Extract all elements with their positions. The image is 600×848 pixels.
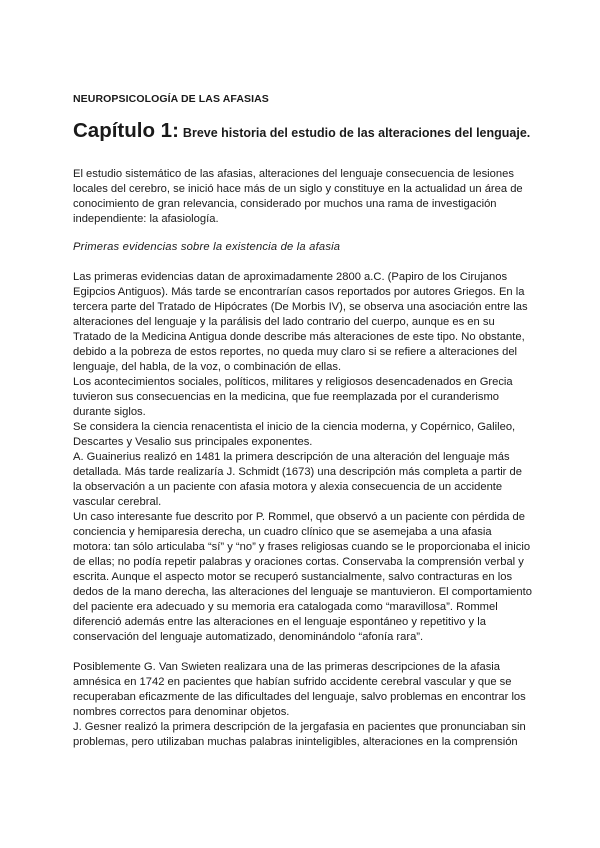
text-line: tercera parte del Tratado de Hipócrates (De Morbis IV), se observa una asociación entre las	[73, 301, 528, 313]
text-line: escrita. Aunque el aspecto motor se recuperó sustancialmente, salvo contracturas en los	[73, 571, 513, 583]
text-line: vascular cerebral.	[73, 496, 162, 508]
text-line: recuperaban eficazmente de las dificultades del lenguaje, salvo problemas en encontrar los	[73, 691, 526, 703]
text-line: A. Guainerius realizó en 1481 la primera descripción de una alteración del lenguaje más	[73, 451, 510, 463]
text-line: amnésica en 1742 en pacientes que habían sufrido accidente cerebral vascular y que se	[73, 676, 512, 688]
text-line: El estudio sistemático de las afasias, alteraciones del lenguaje consecuencia de lesiones	[73, 168, 514, 180]
text-line: lenguaje, del habla, de la voz, o combinación de ellas.	[73, 361, 342, 373]
text-line: conciencia y hemiparesia derecha, un cuadro clínico que se asemejaba a una afasia	[73, 526, 492, 538]
text-line: Se considera la ciencia renacentista el inicio de la ciencia moderna, y Copérnico, Galileo,	[73, 421, 516, 433]
text-line: independiente: la afasiología.	[73, 213, 219, 225]
intro-paragraph	[73, 167, 533, 227]
text-line: tuvieron sus consecuencias en la medicina, que fue reemplazada por el curanderismo	[73, 391, 499, 403]
chapter-title: Breve historia del estudio de las alteraciones del lenguaje.	[182, 126, 531, 140]
text-line: locales del cerebro, se inició hace más de un siglo y constituye en la actualidad un área de	[73, 183, 523, 195]
body-text	[73, 270, 533, 645]
text-line: Un caso interesante fue descrito por P. Rommel, que observó a un paciente con pérdida de	[73, 511, 525, 523]
text-line: nombres correctos para denominar objetos.	[73, 706, 290, 718]
closing-text	[73, 660, 533, 750]
text-line: motora: tan sólo articulaba “sí” y “no” y frases religiosas cuando se le proporcionaba el inicio	[73, 541, 531, 553]
text-line: dedos de la mano derecha, las alteraciones del lenguaje se mantuvieron. El comportamiento	[73, 586, 532, 598]
text-line: Tratado de la Medicina Antigua donde describe más alteraciones de este tipo. No obstante,	[73, 331, 525, 343]
chapter-label: Capítulo 1:	[73, 119, 179, 142]
text-line: Los acontecimientos sociales, políticos, militares y religiosos desencadenados en Grecia	[73, 376, 513, 388]
document-header: NEUROPSICOLOGÍA DE LAS AFASIAS	[73, 93, 269, 105]
text-line: durante siglos.	[73, 406, 146, 418]
text-line: debido a la pobreza de estos reportes, no queda muy claro si se refiere a alteraciones del	[73, 346, 518, 358]
text-line: Descartes y Vesalio sus principales exponentes.	[73, 436, 313, 448]
text-line: Posiblemente G. Van Swieten realizara una de las primeras descripciones de la afasia	[73, 661, 501, 673]
chapter-heading	[73, 118, 533, 146]
text-line: diferenció además entre las alteraciones en el lenguaje espontáneo y repetitivo y la	[73, 616, 486, 628]
text-line: alteraciones del lenguaje y la parálisis del lado contrario del cuerpo, aunque es en su	[73, 316, 495, 328]
text-line: Egipcios Antiguos). Más tarde se encontrarían casos reportados por autores Griegos. En la	[73, 286, 525, 298]
text-line: Las primeras evidencias datan de aproximadamente 2800 a.C. (Papiro de los Cirujanos	[73, 271, 508, 283]
text-line: de ellas; no podía repetir palabras y oraciones cortas. Conservaba la comprensión verbal y	[73, 556, 524, 568]
document-page	[73, 92, 533, 750]
text-line: conservación del lenguaje automatizado, denominándolo “afonía rara”.	[73, 631, 424, 643]
text-line: J. Gesner realizó la primera descripción de la jergafasia en pacientes que pronunciaban sin	[73, 721, 526, 733]
text-line: del paciente era adecuado y su memoria era catalogada como “maravillosa”. Rommel	[73, 601, 498, 613]
text-line: problemas, pero utilizaban muchas palabras ininteligibles, alteraciones en la comprensión	[73, 736, 518, 748]
text-line: detallada. Más tarde realizaría J. Schmidt (1673) una descripción más completa a partir de	[73, 466, 522, 478]
text-line: la observación a un paciente con afasia motora y alexia consecuencia de un accidente	[73, 481, 503, 493]
text-line: conocimiento de gran relevancia, considerado por muchos una rama de investigación	[73, 198, 497, 210]
section-heading: Primeras evidencias sobre la existencia de la afasia	[73, 241, 341, 253]
paragraph-gap	[73, 645, 533, 660]
